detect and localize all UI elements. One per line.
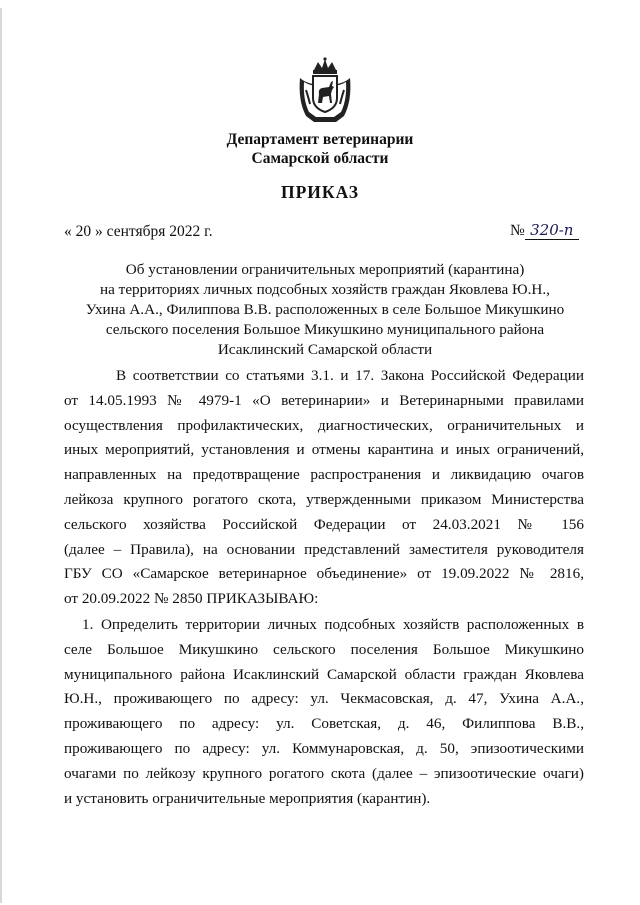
text-line: муниципального района Исаклинский Самарской области граждан Яковлева [64,665,584,683]
order-subject [60,260,590,360]
order-number [510,221,579,240]
text-line: и установить ограничительные мероприятия (карантин). [64,789,431,807]
text-line: иных мероприятий, установления и отмены карантина и иных ограничений, [64,441,584,459]
department-name-line1: Департамент ветеринарии [226,131,414,148]
text-line: проживающего по адресу: ул. Советская, д. 46, Филиппова В.В., [64,715,584,733]
handwritten-number: 320-п [525,221,579,240]
preamble-paragraph [64,364,584,612]
samara-coat-of-arms-icon [296,56,354,126]
subject-line: сельского поселения Большое Микушкино муниципального района [105,321,545,338]
order-date: « 20 » сентября 2022 г. [64,223,213,240]
text-line: 1. Определить территории личных подсобных хозяйств расположенных в [82,616,584,633]
text-line: от 20.09.2022 № 2850 ПРИКАЗЫВАЮ: [64,590,319,608]
text-line: Ю.Н., проживающего по адресу: ул. Чекмасовская, д. 47, Ухина А.А., [64,690,584,708]
text-line: лейкоза крупного рогатого скота, утвержденными приказом Министерства [64,490,584,508]
text-line: от 14.05.1993 № 4979-1 «О ветеринарии» и Ветеринарными правилами [64,391,584,409]
number-sign: № [510,222,525,239]
clause-1-paragraph [64,613,584,811]
text-line: очагами по лейкозу крупного рогатого скота (далее – эпизоотические очаги) [64,764,584,782]
subject-line: на территориях личных подсобных хозяйств граждан Яковлева Ю.Н., [100,281,550,298]
document-title: ПРИКАЗ [280,182,360,202]
text-line: осуществления профилактических, диагностических, ограничительных и [64,416,584,434]
department-name-line2: Самарской области [251,150,389,167]
text-line: ГБУ СО «Самарское ветеринарное объединение» от 19.09.2022 № 2816, [64,565,584,583]
subject-line: Исаклинский Самарской области [217,341,433,358]
text-line: направленных на предотвращение распространения и ликвидацию очагов [64,466,584,484]
text-line: проживающего по адресу: ул. Коммунаровская, д. 50, эпизоотическими [64,739,584,757]
subject-line: Ухина А.А., Филиппова В.В. расположенных в селе Большое Микушкино [85,301,565,318]
text-line: сельского хозяйства Российской Федерации от 24.03.2021 № 156 [64,515,584,533]
text-line: (далее – Правила), на основании представлений заместителя руководителя [64,540,584,558]
text-line: селе Большое Микушкино сельского поселения Большое Микушкино [64,640,584,658]
subject-line: Об установлении ограничительных мероприятий (карантина) [125,261,525,278]
text-line: В соответствии со статьями 3.1. и 17. Закона Российской Федерации [116,367,584,384]
